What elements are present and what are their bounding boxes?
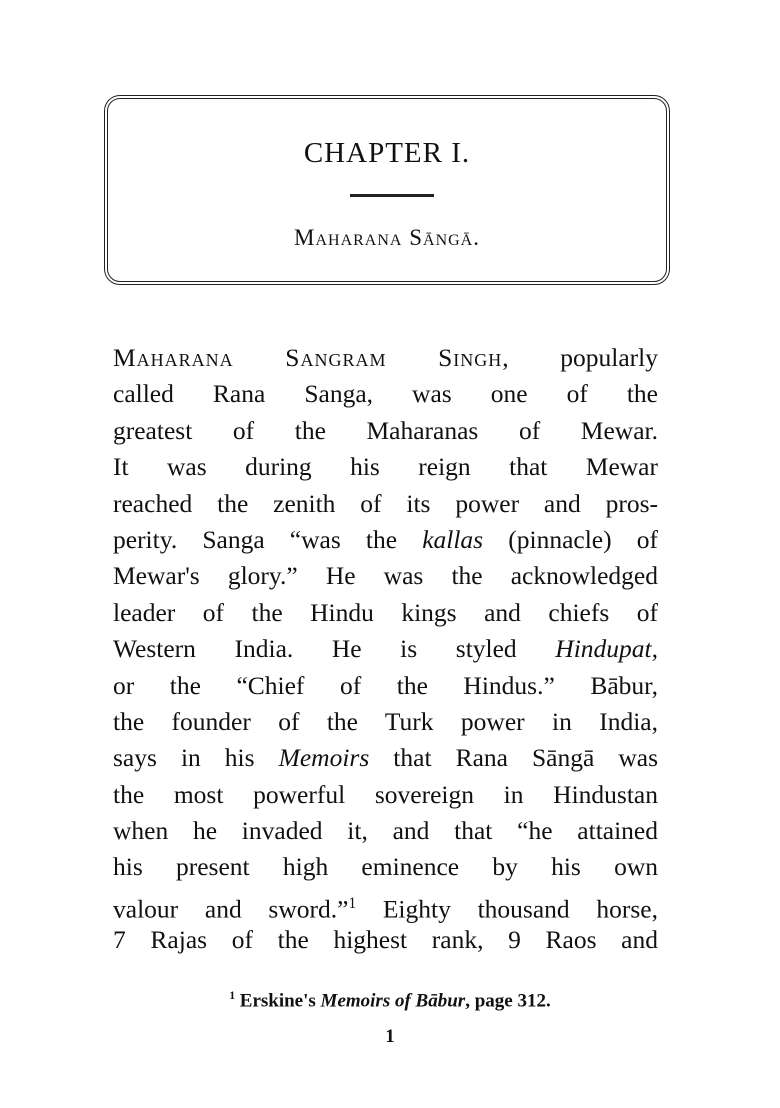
text-segment: reached the zenith of its power and pros-	[113, 488, 658, 518]
text-line	[113, 340, 658, 376]
text-segment: leader of the Hindu kings and chiefs of	[113, 597, 658, 627]
text-line	[113, 376, 658, 412]
text-segment: (pinnacle) of	[483, 524, 658, 554]
text-segment: Mewar's glory.” He was the acknowledged	[113, 561, 658, 591]
chapter-subtitle: Maharana Sāngā.	[294, 225, 480, 250]
chapter-heading-frame	[104, 95, 670, 285]
text-line	[113, 449, 658, 485]
text-line	[113, 777, 658, 813]
text-segment: the founder of the Turk power in India,	[113, 706, 658, 736]
text-segment: perity. Sanga “was the	[113, 524, 423, 554]
text-segment: when he invaded it, and that “he attained	[113, 816, 658, 846]
text-segment: popularly	[509, 343, 658, 372]
footnote-suffix: , page 312.	[465, 990, 551, 1012]
text-line	[113, 631, 658, 667]
text-line	[113, 558, 658, 594]
italic-text: kallas	[422, 524, 484, 554]
footnote-book-title: Memoirs of Bābur	[320, 990, 466, 1012]
text-segment: Western India. He is styled	[113, 634, 556, 664]
text-line	[113, 595, 658, 631]
text-segment: his present high eminence by his own	[113, 852, 658, 882]
text-line	[113, 922, 658, 958]
text-segment: or the “Chief of the Hindus.” Bābur,	[113, 670, 658, 700]
footnote-reference: 1	[348, 894, 357, 912]
text-line	[113, 849, 658, 885]
footnote	[0, 990, 780, 1012]
text-line	[113, 886, 658, 922]
text-segment: says in his	[113, 743, 279, 773]
footnote-marker: 1	[229, 990, 236, 1002]
text-line	[113, 486, 658, 522]
text-line	[113, 668, 658, 704]
footnote-prefix: Erskine's	[235, 990, 321, 1012]
text-line	[113, 522, 658, 558]
text-segment: greatest of the Maharanas of Mewar.	[113, 415, 658, 445]
text-line	[113, 813, 658, 849]
text-segment: valour and sword.”	[113, 894, 349, 924]
text-segment: called Rana Sanga, was one of the	[113, 379, 658, 409]
heading-divider	[350, 194, 434, 197]
text-line	[113, 704, 658, 740]
text-line	[113, 413, 658, 449]
body-text	[113, 340, 658, 959]
text-segment: Maharana Sangram Singh,	[113, 343, 510, 372]
italic-text: Hindupat,	[555, 634, 658, 664]
text-segment: Eighty thousand horse,	[356, 894, 658, 924]
text-segment: 7 Rajas of the highest rank, 9 Raos and	[113, 925, 658, 955]
chapter-title: CHAPTER I.	[303, 137, 471, 169]
text-segment: that Rana Sāngā was	[369, 743, 659, 773]
page-number: 1	[385, 1026, 395, 1047]
text-segment: It was during his reign that Mewar	[113, 452, 658, 482]
text-segment: the most powerful sovereign in Hindustan	[113, 779, 658, 809]
text-line	[113, 740, 658, 776]
italic-text: Memoirs	[278, 743, 370, 773]
